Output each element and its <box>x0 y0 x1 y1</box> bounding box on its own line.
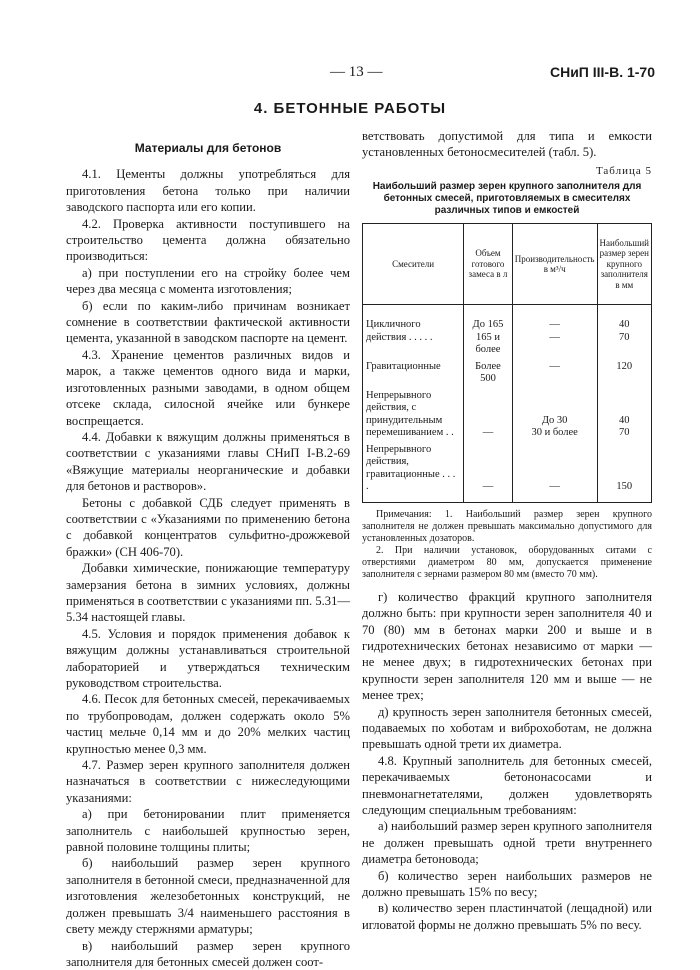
table-cell-capacity: До 30 30 и более <box>512 388 597 442</box>
table-header: Смесители <box>363 224 464 305</box>
table-note: 2. При наличии установок, оборудованных ситами с отверстиями диаметром 80 мм, допускается применение заполнителя с зернами размером 80 мм (вместо 70 мм). <box>362 545 652 581</box>
subheading: Материалы для бетонов <box>66 140 350 156</box>
table-cell-name: Непрерывного действия, гравитационные . . . . <box>363 442 464 503</box>
table-cell-name: Цикличного действия . . . . . <box>363 305 464 359</box>
table-cell-size: 40 70 <box>597 305 651 359</box>
table-cell-volume: — <box>464 388 513 442</box>
paragraph: б) наибольший размер зерен крупного заполнителя в бетонной смеси, предназначенной для изготовления железобетонных конструкций, не должен превышать 3/4 наименьшего расстояния в свету между стержнями арматуры; <box>66 855 350 937</box>
paragraph: 4.6. Песок для бетонных смесей, перекачиваемых по трубопроводам, должен содержать около 5% частиц мельче 0,14 мм и до 20% мелких частиц крупностью менее 0,3 мм. <box>66 691 350 757</box>
paragraph: д) крупность зерен заполнителя бетонных смесей, подаваемых по хоботам и виброхоботам, не должна превышать одной трети их диаметра. <box>362 704 652 753</box>
paragraph: 4.8. Крупный заполнитель для бетонных смесей, перекачиваемых бетононасосами и пневмонагнетателями, должен удовлетворять следующим специальным требованиям: <box>362 753 652 819</box>
paragraph: а) наибольший размер зерен крупного заполнителя не должен превышать одной трети внутреннего диаметра бетоновода; <box>362 818 652 867</box>
table-notes <box>362 509 652 581</box>
paragraph: 4.7. Размер зерен крупного заполнителя должен назначаться в соответствии с нижеследующими указаниями: <box>66 757 350 806</box>
table-header: Производительность в м³/ч <box>512 224 597 305</box>
paragraph: а) при бетонировании плит применяется заполнитель с наибольшей крупностью зерен, равной половине толщины плиты; <box>66 806 350 855</box>
paragraph: а) при поступлении его на стройку более чем через два месяца с момента изготовления; <box>66 265 350 298</box>
aggregate-size-table <box>362 223 652 503</box>
paragraph: 4.2. Проверка активности поступившего на строительство цемента должна обязательно производиться: <box>66 216 350 265</box>
left-column <box>66 140 350 970</box>
page-header <box>0 64 700 84</box>
section-title: 4. БЕТОННЫЕ РАБОТЫ <box>0 100 700 117</box>
table-row <box>363 305 652 359</box>
paragraph: 4.1. Цементы должны употребляться для приготовления бетона только при наличии заводского паспорта или его копии. <box>66 166 350 215</box>
paragraph-continuation: ветствовать допустимой для типа и емкости установленных бетоносмесителей (табл. 5). <box>362 128 652 161</box>
paragraph: 4.4. Добавки к вяжущим должны применяться в соответствии с указаниями главы СНиП I-В.2-69 «Вяжущие материалы неорганические и добавки для бетонов и растворов». <box>66 429 350 495</box>
paragraph: в) наибольший размер зерен крупного заполнителя для бетонных смесей должен соот- <box>66 938 350 970</box>
paragraph: Бетоны с добавкой СДБ следует применять в соответствии с «Указаниями по применению бетона с добавкой концентратов сульфитно-дрожжевой бражки» (СН 406-70). <box>66 495 350 561</box>
paragraph: 4.5. Условия и порядок применения добавок к вяжущим должны устанавливаться строительной лабораторией и утверждаться техническим руководством строительства. <box>66 626 350 692</box>
table-cell-capacity: — — <box>512 305 597 359</box>
table-header: Объем готового замеса в л <box>464 224 513 305</box>
table-title: Наибольший размер зерен крупного заполнителя для бетонных смесей, приготовляемых в смесителях различных типов и емкостей <box>362 181 652 217</box>
right-column <box>362 128 652 933</box>
table-cell-name: Непрерывного действия, с принудительным перемешиванием . . <box>363 388 464 442</box>
paragraph: 4.3. Хранение цементов различных видов и марок, а также цементов одного вида и марки, изготовленных разными заводами, в одном общем отсеке склада, силосной ячейке или бункере воспрещается. <box>66 347 350 429</box>
paragraph: б) количество зерен наибольших размеров не должно превышать 15% по весу; <box>362 868 652 901</box>
document-code: СНиП III-В. 1-70 <box>550 64 655 80</box>
table-cell-size: 120 <box>597 359 651 388</box>
table-cell-volume: Более 500 <box>464 359 513 388</box>
page-number: — 13 — <box>330 64 383 81</box>
table-cell-capacity: — <box>512 359 597 388</box>
table-note: Примечания: 1. Наибольший размер зерен крупного заполнителя не должен превышать максимально допустимого для установленных дозаторов. <box>362 509 652 545</box>
table-cell-capacity: — <box>512 442 597 503</box>
table-number: Таблица 5 <box>362 163 652 179</box>
table-row <box>363 442 652 503</box>
table-cell-name: Гравитационные <box>363 359 464 388</box>
paragraph: Добавки химические, понижающие температуру замерзания бетона в зимних условиях, должны применяться в соответствии с указаниями пп. 5.31—5.34 настоящей главы. <box>66 560 350 626</box>
table-header: Наибольший размер зерен крупного заполнителя в мм <box>597 224 651 305</box>
table-cell-size: 40 70 <box>597 388 651 442</box>
table-cell-volume: До 165 165 и более <box>464 305 513 359</box>
paragraph: г) количество фракций крупного заполнителя должно быть: при крупности зерен заполнителя 40 и 70 (80) мм в бетонах марки 200 и выше и в гидротехнических бетонах независимо от марки — не менее двух; в гидротехнических бетонах при крупности зерен заполнителя 120 мм и выше — не менее трех; <box>362 589 652 704</box>
table-row <box>363 359 652 388</box>
table-cell-size: 150 <box>597 442 651 503</box>
paragraph: б) если по каким-либо причинам возникает сомнение в соответствии фактической активности цемента, указанной в заводском паспорте на цемент. <box>66 298 350 347</box>
table-row <box>363 388 652 442</box>
paragraph: в) количество зерен пластинчатой (лещадной) или игловатой формы не должно превышать 5% по весу. <box>362 900 652 933</box>
table-cell-volume: — <box>464 442 513 503</box>
